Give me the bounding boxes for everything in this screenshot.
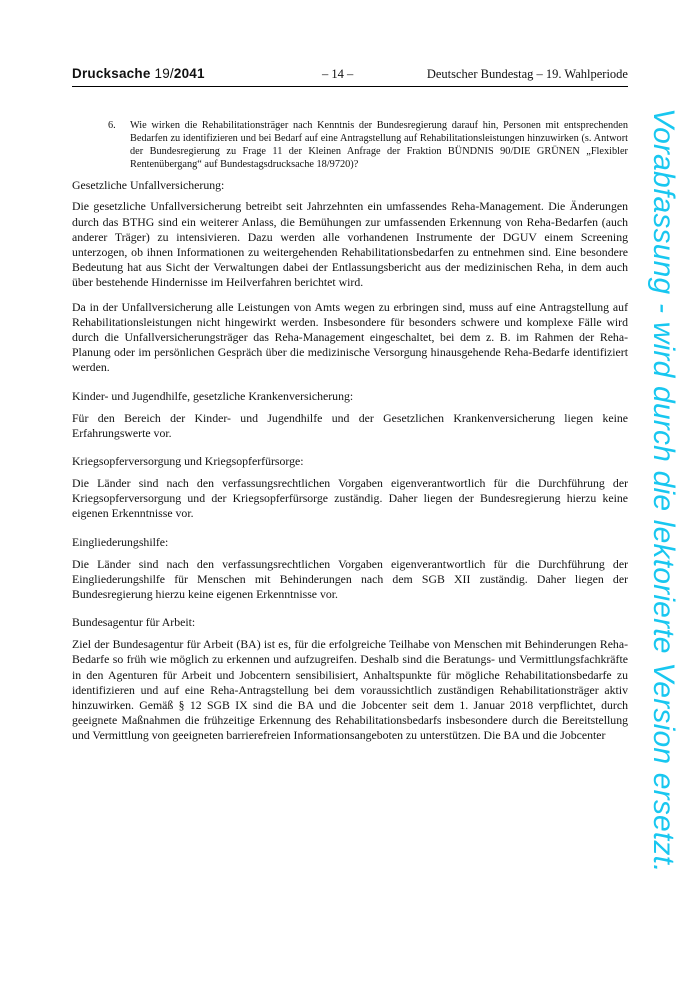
page-body	[72, 105, 628, 744]
section-heading-kriegsopfer: Kriegsopferversorgung und Kriegsopferfürsorge:	[72, 454, 304, 469]
question-block	[108, 119, 628, 171]
section-heading-bundesagentur: Bundesagentur für Arbeit:	[72, 615, 196, 630]
paragraph-kinder-jugendhilfe: Für den Bereich der Kinder- und Jugendhilfe und der Gesetzlichen Krankenversicherung liegen keine Erfahrungswerte vor.	[72, 410, 628, 440]
section-heading-eingliederungshilfe: Eingliederungshilfe:	[72, 534, 169, 549]
doc-label: Drucksache	[72, 66, 151, 81]
paragraph-unfallversicherung-2: Da in der Unfallversicherung alle Leistungen von Amts wegen zu erbringen sind, muss auf eine Antragstellung auf Rehabilitationsleistungen nicht hingewirkt werden. Insbesondere für besonders schwere und komplexe Fälle wird durch die Unfallversicherungsträger das Reha-Management eingeschaltet, bei dem z. B. im Rahmen der Reha-Planung oder im persönlichen Gespräch über die medizinische Versorgung hinausgehende Reha-Bedarfe identifiziert werden.	[72, 299, 628, 375]
question-number: 6.	[108, 120, 116, 131]
section-heading-unfallversicherung: Gesetzliche Unfallversicherung:	[72, 178, 225, 193]
page-number: – 14 –	[322, 67, 354, 81]
doc-number: 2041	[173, 66, 205, 81]
paragraph-unfallversicherung-1: Die gesetzliche Unfallversicherung betreibt seit Jahrzehnten ein umfassendes Reha-Management. Die Änderungen durch das BTHG sind ein weiterer Anlass, die Bemühungen zur umfassenden Erkennung von Reha-Bedarfen (auch anderer Träger) zu intensivieren. Dazu werden alle vorhandenen Instrumente der DGUV einem Screening unterzogen, ob ihnen Informationen zu weitergehenden Rehabilitationsbedarfen zu entnehmen sind. Eine besondere Bedeutung hat aus Sicht der Verwaltungen dabei der Entlassungsbericht aus der medizinischen Reha, in dem auch über bestehende Hindernisse im Heilverfahren berichtet wird.	[72, 199, 628, 290]
draft-watermark: Vorabfassung - wird durch die lektorierte Version ersetzt.	[647, 108, 680, 873]
paragraph-bundesagentur: Ziel der Bundesagentur für Arbeit (BA) ist es, für die erfolgreiche Teilhabe von Menschen mit Behinderungen Reha-Bedarfe so früh wie möglich zu erkennen und aufzugreifen. Deshalb sind die Beratungs- und Vermittlungsfachkräfte in den Agenturen für Arbeit und Jobcentern sensibilisiert, Anhaltspunkte für mögliche Rehabilitationsbedarfe zu identifizieren und auf eine Reha-Antragstellung bei dem voraussichtlich zuständigen Rehabilitationsträger aktiv hinzuwirken. Gemäß § 12 SGB IX sind die BA und die Jobcenter seit dem 1. Januar 2018 verpflichtet, durch geeignete Maßnahmen die frühzeitige Erkennung des Rehabilitationsbedarfs insbesondere durch die Bereitstellung und Vermittlung von geeigneten barrierefreien Informationsangeboten zu unterstützen. Die BA und die Jobcenter	[72, 637, 628, 743]
question-text: Wie wirken die Rehabilitationsträger nach Kenntnis der Bundesregierung darauf hin, Personen mit entsprechenden Bedarfen zu identifizieren und bei Bedarf auf eine Antragstellung auf Rehabilitationsleistungen hinzuwirken (s. Antwort der Bundesregierung zu Frage 11 der Kleinen Anfrage der Fraktion BÜNDNIS 90/DIE GRÜNEN „Flexibler Rentenübergang“ auf Bundestagsdrucksache 18/9720)?	[130, 120, 628, 171]
section-heading-kinder-jugendhilfe: Kinder- und Jugendhilfe, gesetzliche Krankenversicherung:	[72, 388, 354, 403]
paragraph-kriegsopfer: Die Länder sind nach den verfassungsrechtlichen Vorgaben eigenverantwortlich für die Durchführung der Kriegsopferversorgung und der Kriegsopferfürsorge zuständig. Daher liegen der Bundesregierung hierzu keine eigenen Erkenntnisse vor.	[72, 476, 628, 521]
document-number	[72, 66, 205, 81]
page-header	[72, 66, 628, 87]
publisher: Deutscher Bundestag – 19. Wahlperiode	[426, 67, 628, 81]
paragraph-eingliederungshilfe: Die Länder sind nach den verfassungsrechtlichen Vorgaben eigenverantwortlich für die Durchführung der Eingliederungshilfe für Menschen mit Behinderungen nach dem SGB XII zuständig. Daher liegen der Bundesregierung hierzu keine eigenen Erkenntnisse vor.	[72, 556, 628, 602]
doc-series: 19/	[154, 66, 174, 81]
